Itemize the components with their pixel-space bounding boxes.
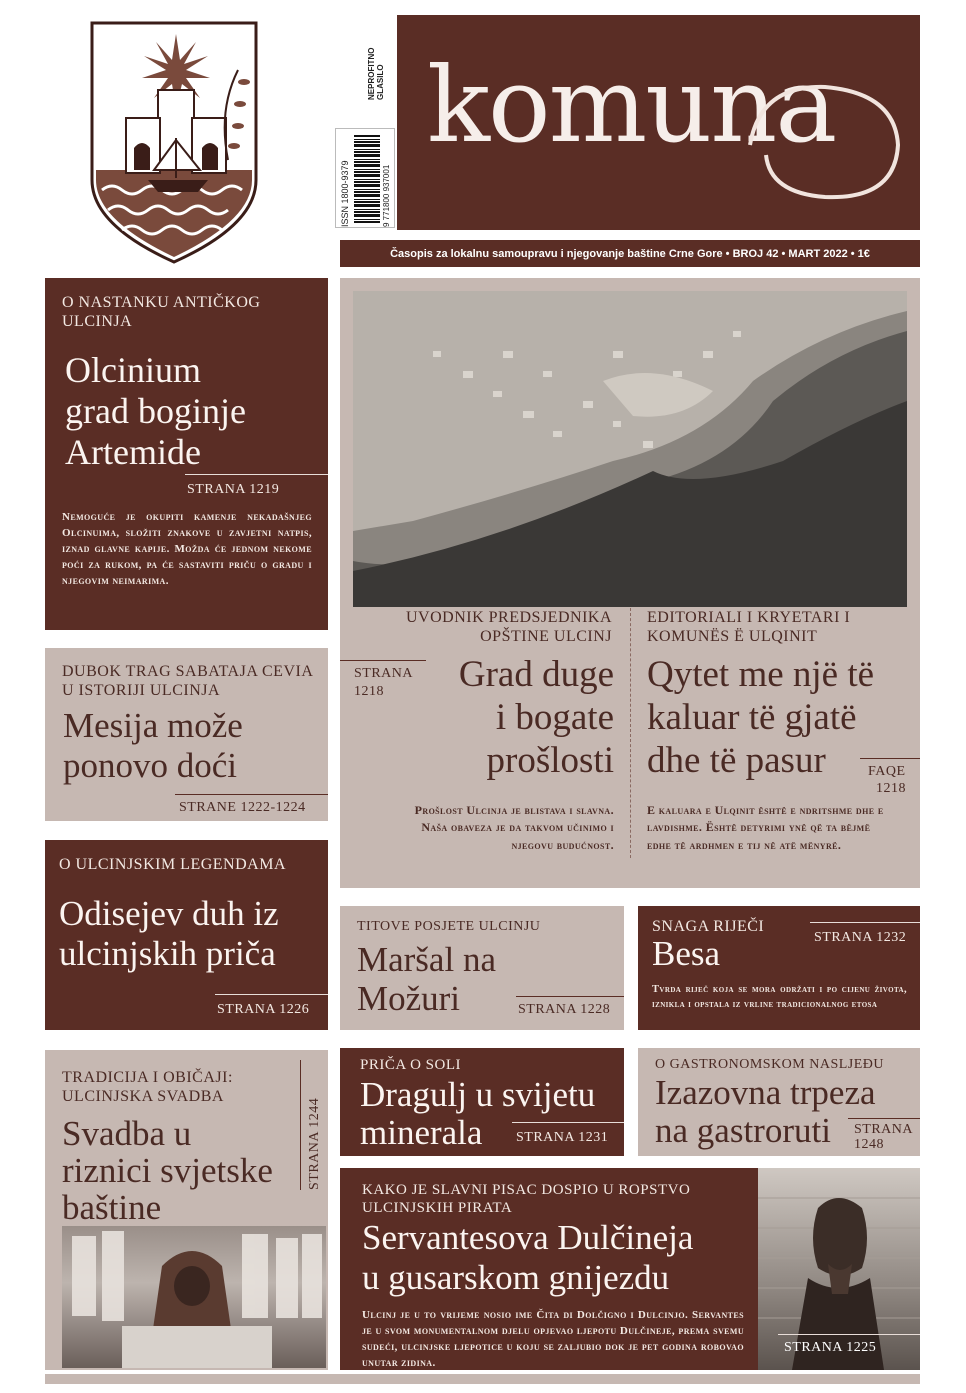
barcode-number: 9 771800 937001 — [382, 164, 391, 227]
article-page: STRANA 1228 — [518, 1002, 611, 1017]
article-kicker: SNAGA RIJEČI — [652, 918, 765, 935]
coat-of-arms — [88, 20, 260, 265]
article-trpeza[interactable] — [638, 1048, 920, 1156]
article-body: Nemoguće je okupiti kamenje nekadašnjeg Olcinuima, složiti znakove u zavjetni natpis, iznad glavne kapije. Možda će jednom nekome poći za rukom, pa će sastaviti priču o gradu i njegovim neimarima. — [62, 511, 312, 587]
divider — [512, 1122, 624, 1123]
article-headline: Olcinium grad boginje Artemide — [65, 350, 246, 473]
article-headline: Servantesova Dulčineja u gusarskom gnijezdu — [362, 1218, 694, 1297]
uvodnik-kicker: UVODNIK PREDSJEDNIKA OPŠTINE ULCINJ — [406, 609, 612, 646]
editorial-body: E kaluara e Ulqinit është e ndritshme dhe e lavdishme. Është detyrimi ynë që ta bëjmë edhe të ardhmen e tij në atë mënyrë. — [647, 803, 884, 852]
wedding-photo — [62, 1226, 326, 1368]
masthead-circle-ornament — [730, 75, 910, 205]
uvodnik-page-number: 1218 — [354, 684, 384, 699]
article-svadba[interactable] — [45, 1050, 328, 1370]
uvodnik-headline[interactable]: Grad duge i bogate prošlosti — [458, 654, 614, 781]
article-page: STRANA 1244 — [307, 1097, 322, 1190]
divider — [185, 474, 328, 475]
issn-text: ISSN 1800-9379 — [340, 160, 350, 227]
masthead-subtitle: Časopis za lokalnu samoupravu i njegovanje baštine Crne Gore • BROJ 42 • MART 2022 • 1€ — [390, 247, 870, 260]
article-headline: Izazovna trpeza na gastroruti — [655, 1073, 876, 1150]
article-kicker: TITOVE POSJETE ULCINJU — [357, 919, 541, 934]
uvodnik-body: Prošlost Ulcinja je blistava i slavna. Naša obaveza je da takvom učinimo i njegovu budućnost. — [414, 803, 614, 852]
article-page-label: STRANA — [854, 1122, 914, 1137]
article-odisej[interactable] — [45, 840, 328, 1030]
divider — [848, 1118, 920, 1119]
article-kicker: PRIČA O SOLI — [360, 1057, 462, 1073]
article-page-number: 1248 — [854, 1137, 884, 1152]
article-kicker: O NASTANKU ANTIČKOG ULCINJA — [62, 294, 261, 331]
article-olcinium[interactable] — [45, 278, 328, 630]
editorial-page-number: 1218 — [876, 781, 906, 796]
article-kicker: O ULCINJSKIM LEGENDAMA — [59, 856, 286, 873]
article-page: STRANA 1219 — [187, 482, 280, 497]
editorials-panel — [340, 278, 920, 888]
masthead-title: komuna — [427, 44, 836, 166]
editorial-page-divider — [860, 758, 920, 759]
bottom-bar — [45, 1374, 920, 1384]
vertical-divider — [300, 1060, 301, 1190]
article-page: STRANA 1232 — [814, 930, 907, 945]
editorial-kicker: EDITORIALI I KRYETARI I KOMUNËS Ë ULQINIT — [647, 609, 851, 646]
article-besa[interactable] — [638, 906, 920, 1030]
article-page: STRANE 1222-1224 — [179, 800, 306, 815]
article-headline: Besa — [652, 934, 721, 973]
column-divider — [630, 608, 631, 858]
masthead — [397, 15, 920, 230]
article-kicker: O GASTRONOMSKOM NASLJEĐU — [655, 1057, 885, 1072]
article-body: Ulcinj je u to vrijeme nosio ime Čita di Dolčigno i Dulcinjo. Servantes je u svom monumentalnom djelu opjevao ljepotu Dulčineje, prema svemu sudeći, ulcinjske ljepotice u koju se zaljubio dok je pet godina robovao unutar zidina. — [362, 1309, 744, 1369]
article-kicker: TRADICIJA I OBIČAJI: ULCINJSKA SVADBA — [62, 1069, 233, 1106]
divider — [175, 794, 328, 795]
article-page: STRANA 1226 — [217, 1002, 310, 1017]
article-page: STRANA 1225 — [784, 1340, 877, 1355]
uvodnik-page-divider — [340, 660, 426, 661]
article-body: Tvrda riječ koja se mora održati i po cijenu života, iznikla i opstala iz vrline tradicionalnog etosa — [652, 984, 907, 1011]
divider — [810, 922, 920, 923]
editorial-page-label: FAQE — [868, 764, 906, 779]
article-headline: Dragulj u svijetu minerala — [360, 1075, 596, 1152]
divider — [215, 994, 328, 995]
article-kicker: KAKO JE SLAVNI PISAC DOSPIO U ROPSTVO ULCINJSKIH PIRATA — [362, 1182, 691, 1216]
article-kicker: DUBOK TRAG SABATAJA CEVIA U ISTORIJI ULCINJA — [62, 663, 313, 700]
masthead-vertical-label: NEPROFITNO GLASILO — [367, 47, 385, 100]
editorial-headline[interactable]: Qytet me një të kaluar të gjatë dhe të pasur — [647, 654, 875, 781]
article-headline: Maršal na Možuri — [357, 940, 496, 1019]
article-dragulj[interactable] — [340, 1048, 624, 1156]
divider — [778, 1334, 920, 1335]
article-headline: Svadba u riznici svjetske baštine — [62, 1114, 273, 1227]
issn-barcode — [335, 128, 395, 228]
divider — [516, 996, 624, 997]
article-servantes[interactable] — [340, 1168, 920, 1370]
ulcinj-aerial-photo — [353, 291, 907, 607]
article-headline: Odisejev duh iz ulcinjskih priča — [59, 894, 279, 973]
masthead-subtitle-bar — [340, 240, 920, 267]
article-mesija[interactable] — [45, 648, 328, 821]
uvodnik-page-label: STRANA — [354, 666, 414, 681]
article-marsal[interactable] — [340, 906, 624, 1030]
barcode-bars — [354, 135, 380, 223]
article-headline: Mesija može ponovo doći — [63, 706, 243, 785]
article-page: STRANA 1231 — [516, 1130, 609, 1145]
cervantes-statue-photo — [758, 1168, 920, 1370]
